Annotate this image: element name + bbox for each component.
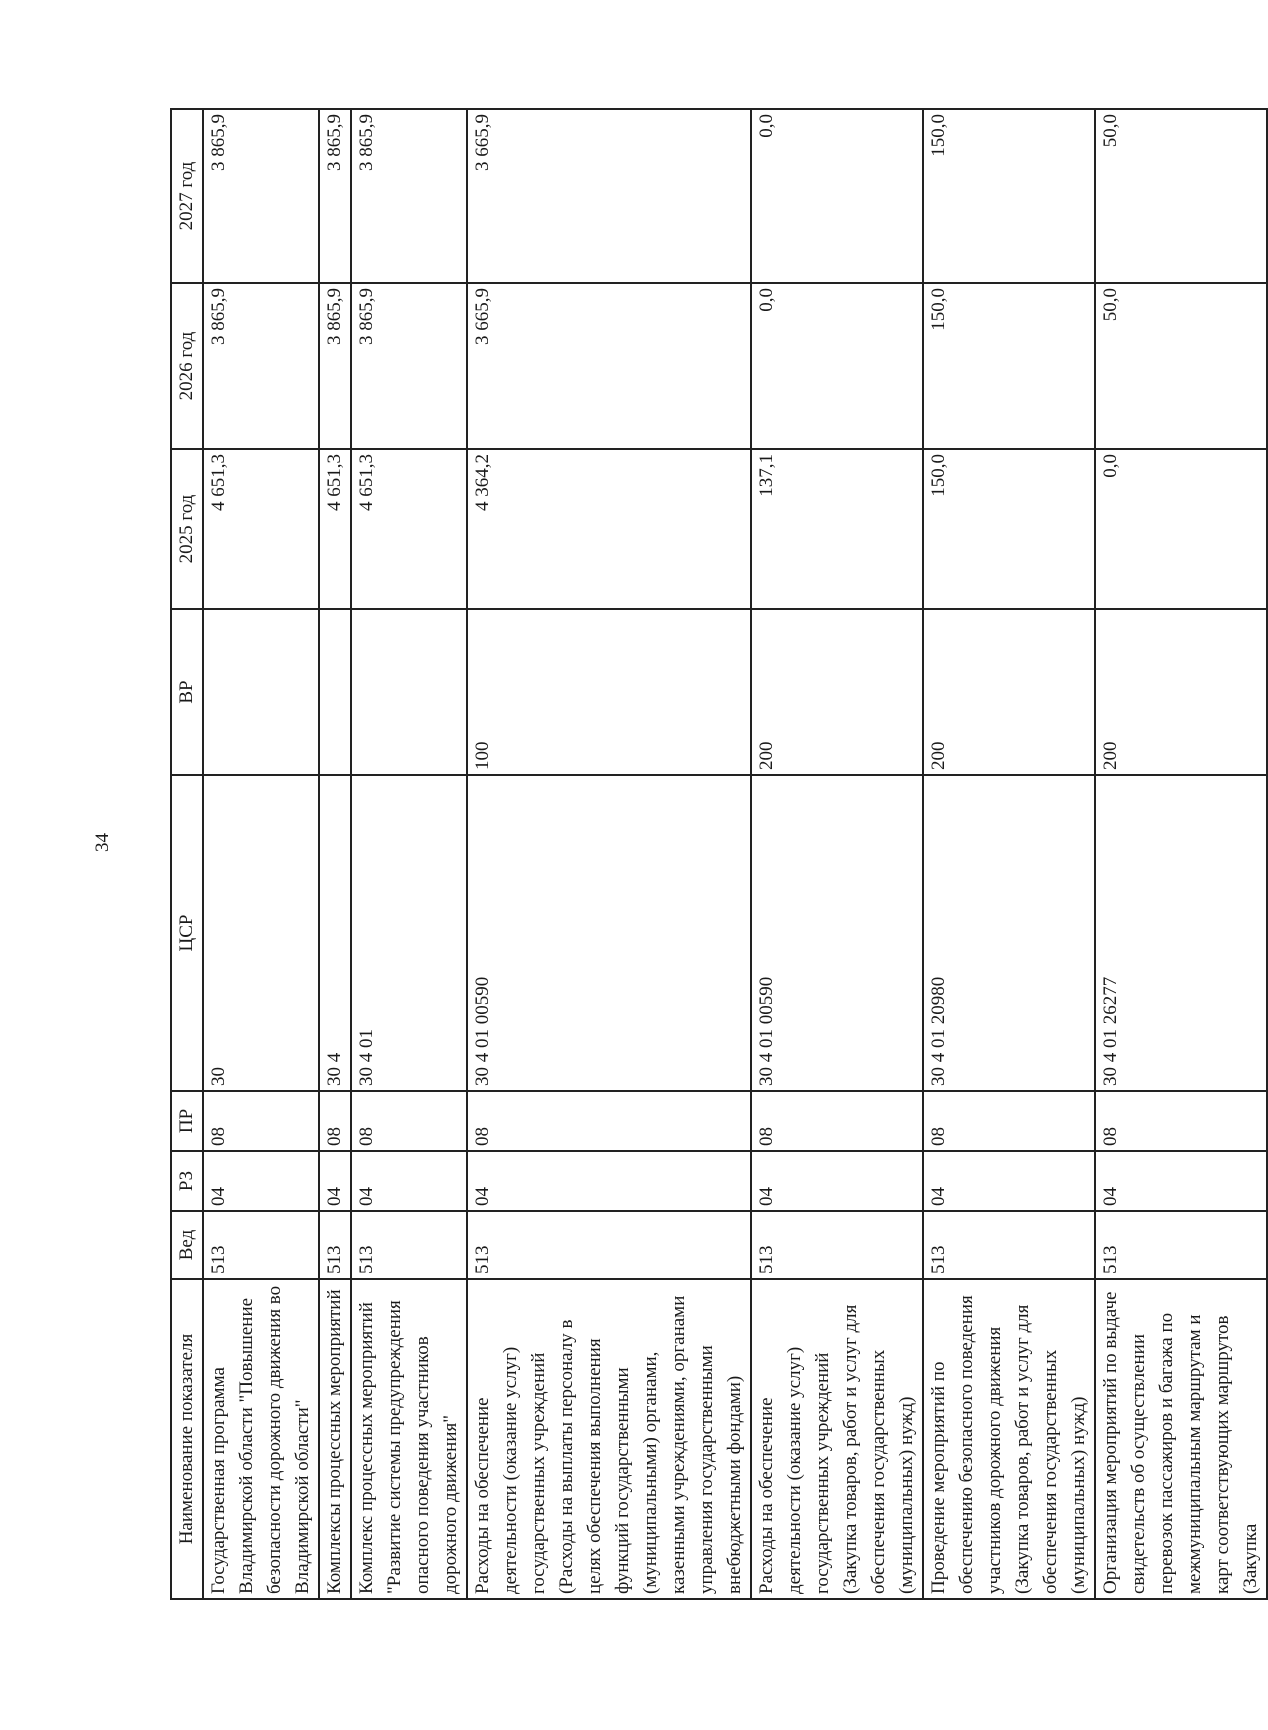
- row-csr: 30 4 01: [351, 775, 467, 1091]
- row-2025: 4 651,3: [351, 449, 467, 609]
- row-rz: 04: [319, 1151, 351, 1211]
- table-row: [319, 109, 351, 1599]
- row-2026: 150,0: [923, 283, 1095, 449]
- row-2026: 0,0: [751, 283, 923, 449]
- row-vr: [319, 609, 351, 775]
- row-rz: 04: [351, 1151, 467, 1211]
- table-row: [203, 109, 319, 1599]
- row-csr: 30 4 01 00590: [467, 775, 751, 1091]
- row-pr: 08: [203, 1091, 319, 1151]
- row-ved: 513: [467, 1211, 751, 1279]
- row-ved: 513: [319, 1211, 351, 1279]
- row-name: Государственная программа Владимирской области "Повышение безопасности дорожного движения во Владимирской области": [203, 1279, 319, 1599]
- row-2027: 150,0: [923, 109, 1095, 283]
- row-rz: 04: [923, 1151, 1095, 1211]
- row-vr: 200: [923, 609, 1095, 775]
- header-name: Наименование показателя: [171, 1279, 203, 1599]
- row-name: Комплексы процессных мероприятий: [319, 1279, 351, 1599]
- row-pr: 08: [1095, 1091, 1267, 1151]
- rotated-page-content: [170, 110, 1261, 1600]
- row-csr: 30 4: [319, 775, 351, 1091]
- row-rz: 04: [751, 1151, 923, 1211]
- row-ved: 513: [203, 1211, 319, 1279]
- row-vr: [203, 609, 319, 775]
- row-2027: 0,0: [751, 109, 923, 283]
- row-2027: 3 865,9: [203, 109, 319, 283]
- row-csr: 30 4 01 26277: [1095, 775, 1267, 1091]
- row-ved: 513: [351, 1211, 467, 1279]
- header-csr: ЦСР: [171, 775, 203, 1091]
- row-name: Комплекс процессных мероприятий "Развитие системы предупреждения опасного поведения участников дорожного движения": [351, 1279, 467, 1599]
- header-ved: Вед: [171, 1211, 203, 1279]
- row-rz: 04: [467, 1151, 751, 1211]
- row-rz: 04: [1095, 1151, 1267, 1211]
- row-csr: 30 4 01 00590: [751, 775, 923, 1091]
- row-2026: 3 665,9: [467, 283, 751, 449]
- row-pr: 08: [467, 1091, 751, 1151]
- row-2025: 150,0: [923, 449, 1095, 609]
- row-name: Расходы на обеспечение деятельности (оказание услуг) государственных учреждений (Закупка товаров, работ и услуг для обеспечения государственных (муниципальных) нужд): [751, 1279, 923, 1599]
- row-pr: 08: [319, 1091, 351, 1151]
- row-2027: 3 865,9: [351, 109, 467, 283]
- table-row: [751, 109, 923, 1599]
- row-ved: 513: [1095, 1211, 1267, 1279]
- row-pr: 08: [351, 1091, 467, 1151]
- row-2026: 3 865,9: [351, 283, 467, 449]
- row-name: Расходы на обеспечение деятельности (оказание услуг) государственных учреждений (Расходы на выплаты персоналу в целях обеспечения выполнения функций государственными (муниципальными) органами, казенными учреждениями, органами управления государственными внебюджетными фондами): [467, 1279, 751, 1599]
- row-2026: 50,0: [1095, 283, 1267, 449]
- row-2025: 137,1: [751, 449, 923, 609]
- header-2027: 2027 год: [171, 109, 203, 283]
- row-2025: 4 651,3: [203, 449, 319, 609]
- row-2026: 3 865,9: [319, 283, 351, 449]
- row-ved: 513: [751, 1211, 923, 1279]
- row-2027: 3 665,9: [467, 109, 751, 283]
- row-csr: 30: [203, 775, 319, 1091]
- row-2027: 50,0: [1095, 109, 1267, 283]
- row-rz: 04: [203, 1151, 319, 1211]
- table-row: [467, 109, 751, 1599]
- row-2025: 0,0: [1095, 449, 1267, 609]
- row-2025: 4 651,3: [319, 449, 351, 609]
- header-rz: РЗ: [171, 1151, 203, 1211]
- table-header-row: [171, 109, 203, 1599]
- header-pr: ПР: [171, 1091, 203, 1151]
- row-2025: 4 364,2: [467, 449, 751, 609]
- table-row: [923, 109, 1095, 1599]
- row-2027: 3 865,9: [319, 109, 351, 283]
- page-number: 34: [92, 833, 113, 852]
- row-vr: 100: [467, 609, 751, 775]
- row-name: Проведение мероприятий по обеспечению безопасного поведения участников дорожного движения (Закупка товаров, работ и услуг для обеспечения государственных (муниципальных) нужд): [923, 1279, 1095, 1599]
- row-vr: [351, 609, 467, 775]
- row-csr: 30 4 01 20980: [923, 775, 1095, 1091]
- table-row: [351, 109, 467, 1599]
- table-row: [1095, 109, 1267, 1599]
- row-pr: 08: [923, 1091, 1095, 1151]
- row-pr: 08: [751, 1091, 923, 1151]
- row-ved: 513: [923, 1211, 1095, 1279]
- row-vr: 200: [751, 609, 923, 775]
- header-vr: ВР: [171, 609, 203, 775]
- budget-table: [170, 108, 1268, 1600]
- row-name: Организация мероприятий по выдаче свидетельств об осуществлении перевозок пассажиров и багажа по межмуниципальным маршрутам и карт соответствующих маршрутов (Закупка: [1095, 1279, 1267, 1599]
- header-2026: 2026 год: [171, 283, 203, 449]
- row-vr: 200: [1095, 609, 1267, 775]
- row-2026: 3 865,9: [203, 283, 319, 449]
- header-2025: 2025 год: [171, 449, 203, 609]
